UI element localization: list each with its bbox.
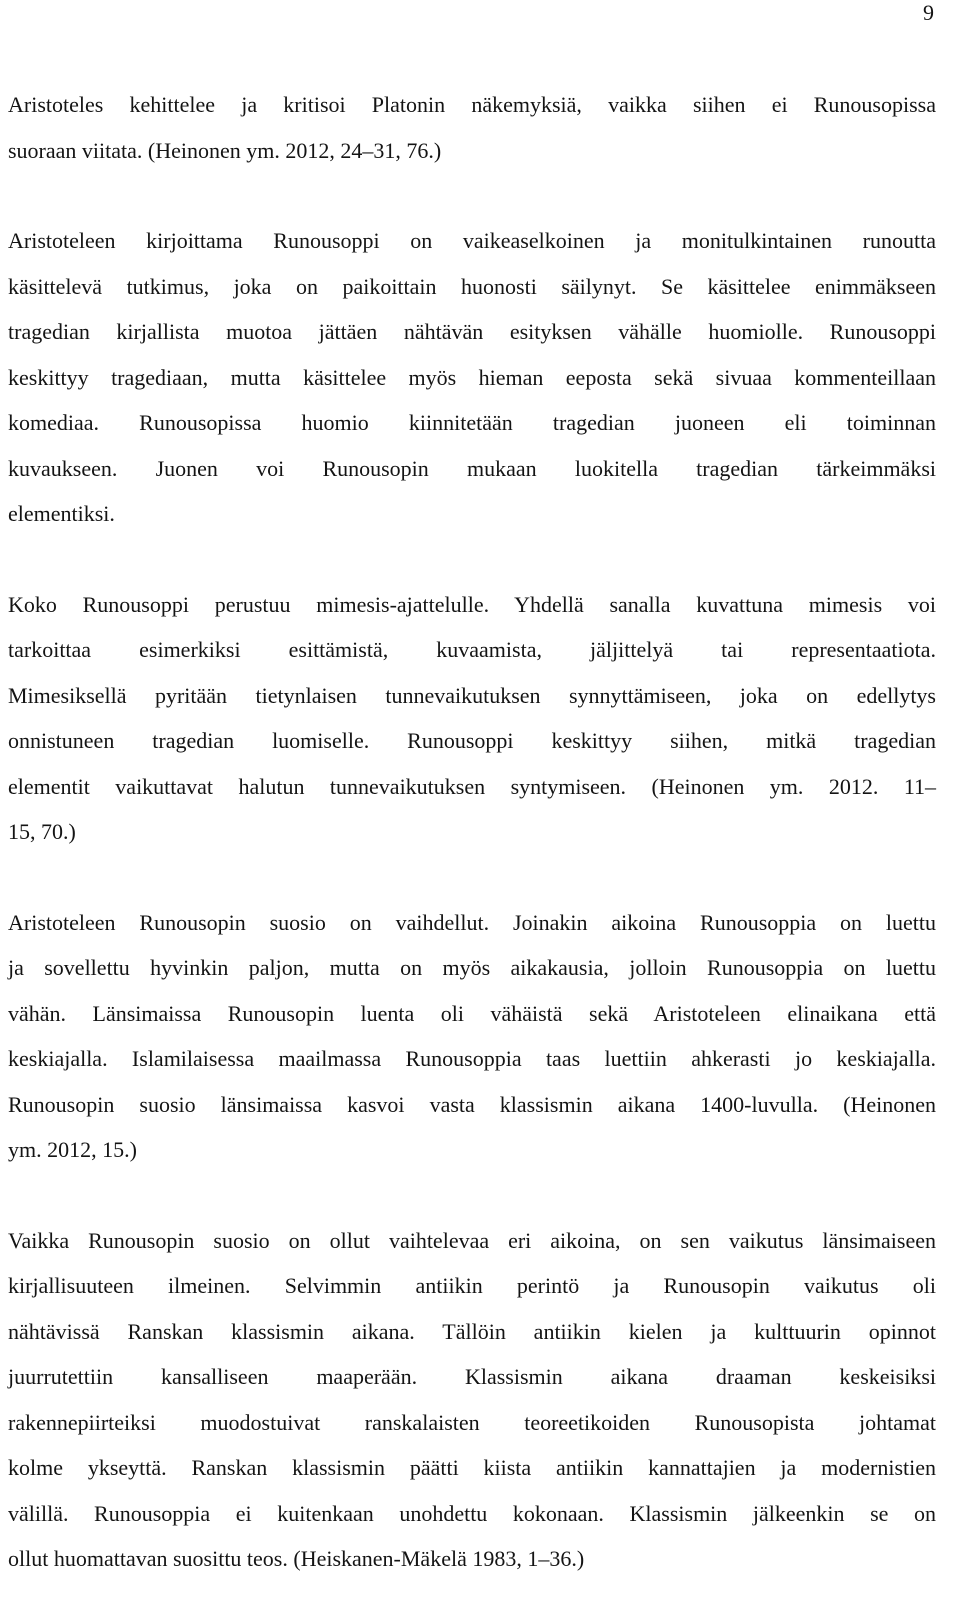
paragraph-3 [8, 582, 936, 855]
text-line: käsittelevä tutkimus, joka on paikoittain huonosti säilynyt. Se käsittelee enimmäkseen [8, 273, 936, 299]
page-number: 9 [923, 0, 934, 25]
text-line: elementiksi. [8, 501, 115, 526]
text-line: ollut huomattavan suosittu teos. (Heiskanen-Mäkelä 1983, 1–36.) [8, 1546, 585, 1571]
text-line: suoraan viitata. (Heinonen ym. 2012, 24–31, 76.) [8, 137, 442, 163]
text-line: vähän. Länsimaissa Runousopin luenta oli vähäistä sekä Aristoteleen elinaikana että [8, 1000, 936, 1026]
text-line: Mimesiksellä pyritään tietynlaisen tunnevaikutuksen synnyttämiseen, joka on edellytys [8, 682, 936, 708]
text-line: Runousopin suosio länsimaissa kasvoi vasta klassismin aikana 1400-luvulla. (Heinonen [8, 1091, 936, 1117]
paragraph-4 [8, 900, 936, 1173]
text-line: keskittyy tragediaan, mutta käsittelee myös hieman eeposta sekä sivuaa kommenteillaan [8, 364, 936, 390]
text-line: kuvaukseen. Juonen voi Runousopin mukaan luokitella tragedian tärkeimmäksi [8, 455, 936, 481]
text-line: rakennepiirteiksi muodostuivat ranskalaisten teoreetikoiden Runousopista johtamat [8, 1409, 936, 1435]
text-line: kolme ykseyttä. Ranskan klassismin päätti kiista antiikin kannattajien ja modernistien [8, 1455, 936, 1480]
paragraph-5 [8, 1218, 936, 1582]
text-line: elementit vaikuttavat halutun tunnevaikutuksen syntymiseen. (Heinonen ym. 2012. 11– [8, 773, 936, 799]
paragraph-2 [8, 218, 936, 537]
document-body [8, 82, 936, 1582]
text-line: kirjallisuuteen ilmeinen. Selvimmin antiikin perintö ja Runousopin vaikutus oli [8, 1273, 936, 1298]
text-line: komediaa. Runousopissa huomio kiinnitetään tragedian juoneen eli toiminnan [8, 410, 936, 435]
text-line: juurrutettiin kansalliseen maaperään. Klassismin aikana draaman keskeisiksi [8, 1364, 936, 1389]
text-line: Aristoteles kehittelee ja kritisoi Platonin näkemyksiä, vaikka siihen ei Runousopissa [8, 92, 936, 117]
text-line: Koko Runousoppi perustuu mimesis-ajattelulle. Yhdellä sanalla kuvattuna mimesis voi [8, 591, 936, 617]
text-line: Aristoteleen Runousopin suosio on vaihdellut. Joinakin aikoina Runousoppia on luettu [8, 909, 936, 935]
text-line: 15, 70.) [8, 819, 76, 844]
text-line: välillä. Runousoppia ei kuitenkaan unohdettu kokonaan. Klassismin jälkeenkin se on [8, 1500, 936, 1526]
text-line: ym. 2012, 15.) [8, 1137, 137, 1162]
paragraph-1 [8, 82, 936, 173]
text-line: tarkoittaa esimerkiksi esittämistä, kuvaamista, jäljittelyä tai representaatiota. [8, 637, 936, 662]
text-line: Aristoteleen kirjoittama Runousoppi on vaikeaselkoinen ja monitulkintainen runoutta [8, 228, 936, 253]
text-line: keskiajalla. Islamilaisessa maailmassa Runousoppia taas luettiin ahkerasti jo keskiajalla. [8, 1046, 936, 1071]
text-line: onnistuneen tragedian luomiselle. Runousoppi keskittyy siihen, mitkä tragedian [8, 728, 936, 753]
text-line: Vaikka Runousopin suosio on ollut vaihtelevaa eri aikoina, on sen vaikutus länsimaiseen [8, 1227, 936, 1253]
text-line: ja sovellettu hyvinkin paljon, mutta on myös aikakausia, jolloin Runousoppia on luettu [8, 955, 936, 980]
text-line: tragedian kirjallista muotoa jättäen nähtävän esityksen vähälle huomiolle. Runousoppi [8, 319, 936, 344]
text-line: nähtävissä Ranskan klassismin aikana. Tällöin antiikin kielen ja kulttuurin opinnot [8, 1318, 936, 1344]
